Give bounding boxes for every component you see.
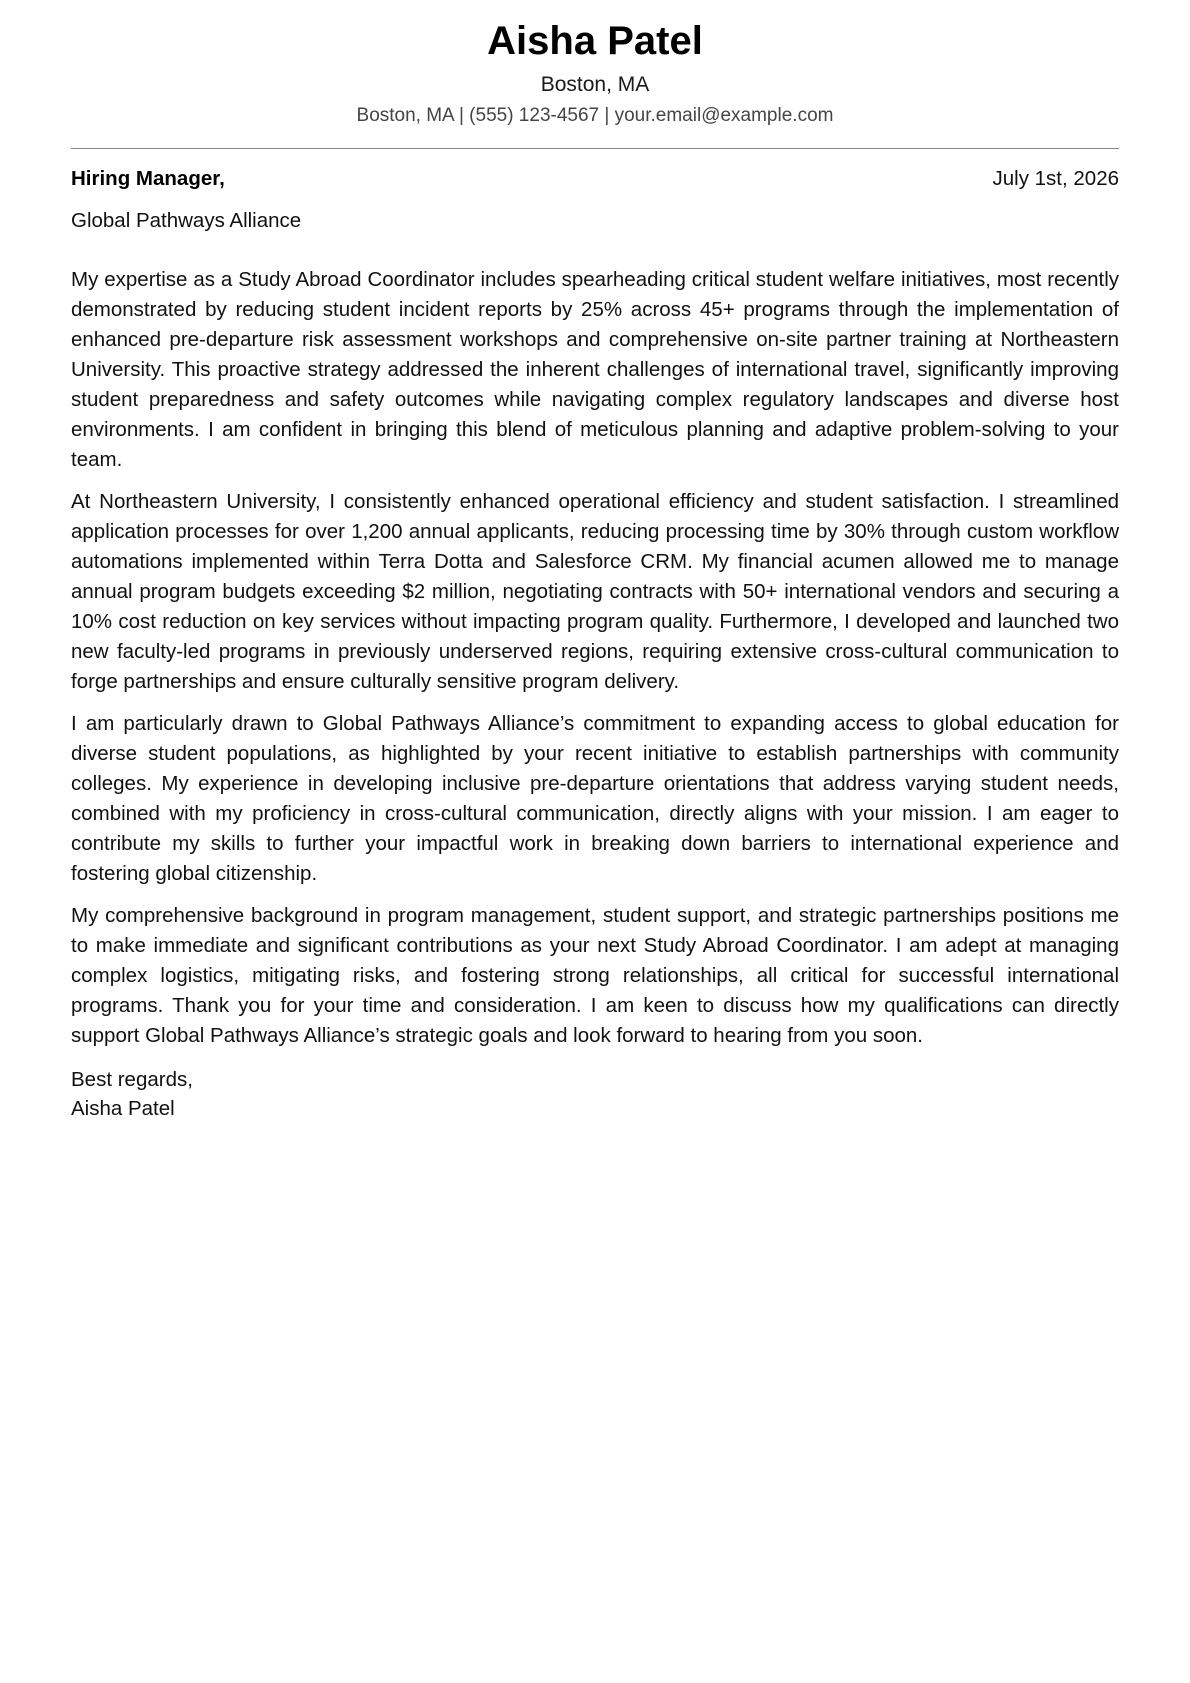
letter-header (71, 0, 1119, 129)
body-paragraph-2: At Northeastern University, I consistently enhanced operational efficiency and student satisfaction. I streamlined application processes for over 1,200 annual applicants, reducing processing time by 30% through custom workflow automations implemented within Terra Dotta and Salesforce CRM. My financial acumen allowed me to manage annual program budgets exceeding $2 million, negotiating contracts with 50+ international vendors and securing a 10% cost reduction on key services without impacting program quality. Furthermore, I developed and launched two new faculty-led programs in previously underserved regions, requiring extensive cross-cultural communication to forge partnerships and ensure culturally sensitive program delivery. (71, 490, 1119, 693)
closing-signature: Aisha Patel (71, 1097, 175, 1120)
recipient-name: Hiring Manager, (71, 167, 225, 190)
letter-body (71, 265, 1119, 1051)
body-paragraph-4: My comprehensive background in program management, student support, and strategic partnerships positions me to make immediate and significant contributions as your next Study Abroad Coordinator. I am adept at managing complex logistics, mitigating risks, and fostering strong relationships, all critical for successful international programs. Thank you for your time and consideration. I am keen to discuss how my qualifications can directly support Global Pathways Alliance’s strategic goals and look forward to hearing from you soon. (71, 904, 1119, 1047)
sender-name: Aisha Patel (487, 19, 703, 63)
body-paragraph-1: My expertise as a Study Abroad Coordinator includes spearheading critical student welfare initiatives, most recently demonstrated by reducing student incident reports by 25% across 45+ programs through the implementation of enhanced pre-departure risk assessment workshops and comprehensive on-site partner training at Northeastern University. This proactive strategy addressed the inherent challenges of international travel, significantly improving student preparedness and safety outcomes while navigating complex regulatory landscapes and diverse host environments. I am confident in bringing this blend of meticulous planning and adaptive problem-solving to your team. (71, 268, 1119, 471)
sender-contact-line: Boston, MA | (555) 123-4567 | your.email@example.com (356, 105, 834, 126)
recipient-company: Global Pathways Alliance (71, 209, 302, 232)
closing-salutation: Best regards, (71, 1068, 193, 1091)
letter-date: July 1st, 2026 (992, 167, 1119, 190)
recipient-date-row (71, 165, 1119, 193)
sender-location: Boston, MA (540, 73, 650, 96)
body-paragraph-3: I am particularly drawn to Global Pathways Alliance’s commitment to expanding access to global education for diverse student populations, as highlighted by your recent initiative to establish partnerships with community colleges. My experience in developing inclusive pre-departure orientations that address varying student needs, combined with my proficiency in cross-cultural communication, directly aligns with your mission. I am eager to contribute my skills to further your impactful work in breaking down barriers to international experience and fostering global citizenship. (71, 712, 1119, 885)
letter-closing (71, 1065, 1119, 1123)
header-divider (71, 148, 1119, 149)
